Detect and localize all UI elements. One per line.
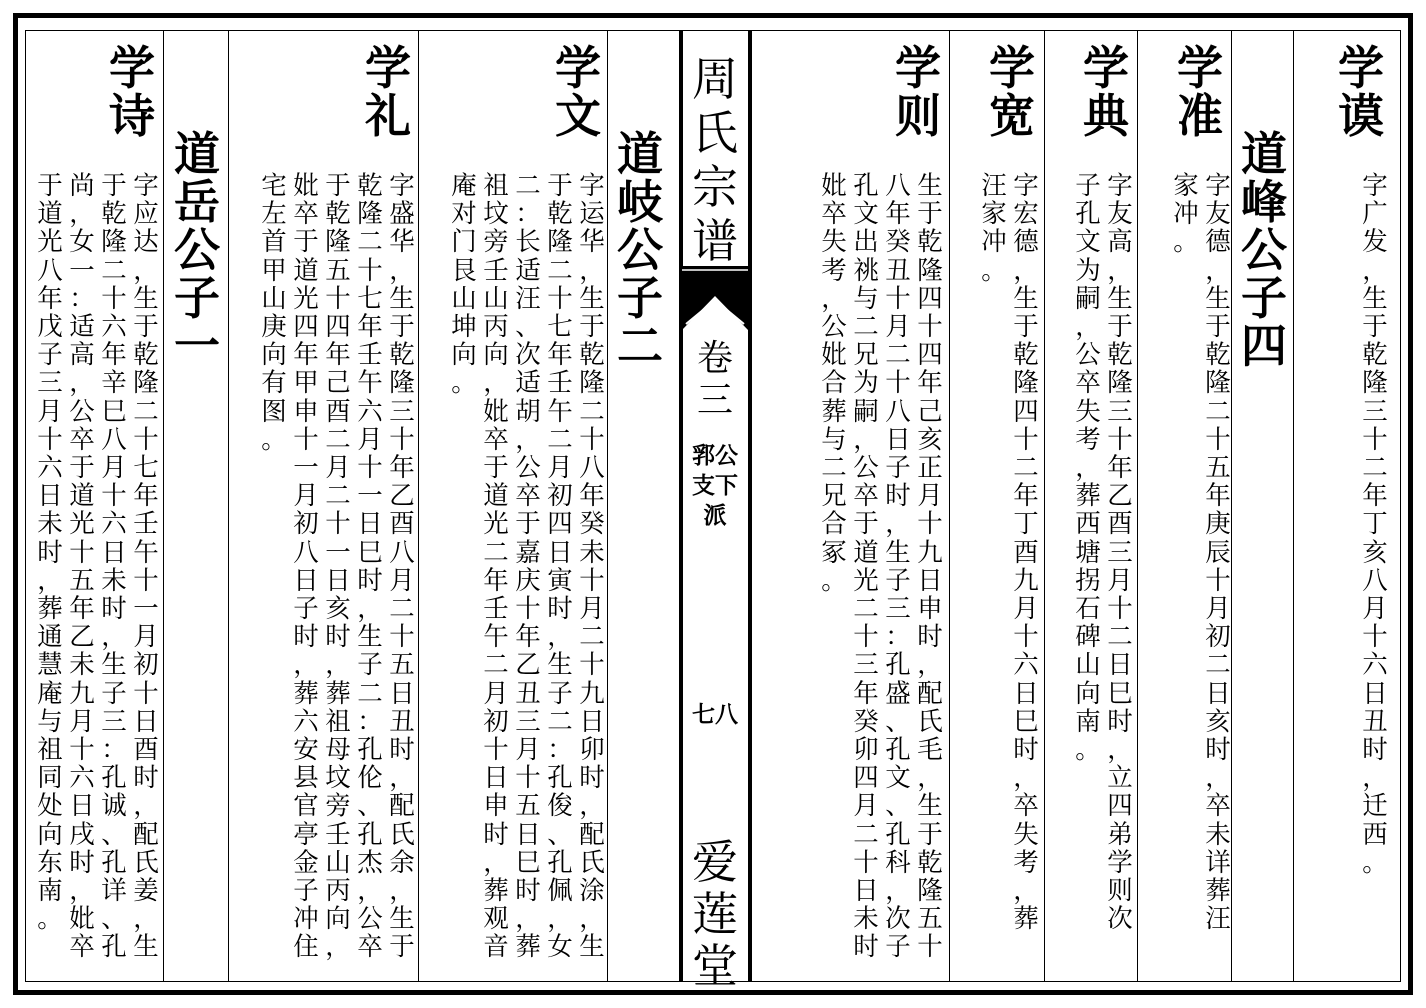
column-rule	[1137, 30, 1138, 982]
fishtail-ornament	[682, 266, 748, 330]
entry-name	[1336, 41, 1386, 143]
hall-name: 爱莲堂	[692, 835, 738, 993]
column-rule	[1293, 30, 1294, 982]
entry-name	[550, 41, 606, 143]
section-heading	[1238, 127, 1290, 373]
entry-name	[104, 41, 160, 143]
entry-text: 字 运 华 ， 生 于 乾 隆 二 十 八 年 癸 未 十 月 二 十 九 日 卯 时 ， 配 氏 涂 ， 生 于 乾 隆 二 十 七 年 壬 午 二 月 初 四 日 寅 时 ， 生 子 二 ： 孔 俊 、 孔 佩 ， 女 二 ： 长 适 汪 、 次 适 胡 ， 公 卒 于 嘉 庆 十 年 乙 丑 三 月 十 五 日 巳 时 ， 葬 祖 坟 旁 壬 山 丙 向 ， 妣 卒 于 道 光 二 年 壬 午 二 月 初 十 日 申 时 ， 葬 观 音 庵 对 门 艮 山 坤 向 。	[451, 171, 605, 963]
volume-label: 卷三	[696, 338, 733, 421]
entry-name	[1172, 41, 1228, 143]
text-column-group: 字 广 发 ， 生 于 乾 隆 三 十 二 年 丁 亥 八 月 十 六 日 丑 时 ， 迁 西 。	[1362, 171, 1388, 878]
text-column-group: 字 友 高 ， 生 于 乾 隆 三 十 年 乙 酉 三 月 十 二 日 巳 时 ， 立 四 弟 学 则 次 子 孔 文 为 嗣 ， 公 卒 失 考 ， 葬 西 塘 拐 石 碑 山 向 南 。	[1075, 171, 1133, 935]
column-rule	[1044, 30, 1045, 982]
book-title: 周氏宗谱	[692, 52, 738, 268]
entry-text	[1358, 172, 1392, 877]
entry-text	[1072, 172, 1136, 933]
page-number: 七八	[692, 701, 738, 728]
entry-text: 字 盛 华 ， 生 于 乾 隆 三 十 年 乙 酉 八 月 二 十 五 日 丑 时 ， 配 氏 余 ， 生 于 乾 隆 二 十 七 年 壬 午 六 月 十 一 日 巳 时 ， 生 子 二 ： 孔 伦 、 孔 杰 ， 公 卒 于 乾 隆 五 十 四 年 己 酉 二 月 二 十 一 日 亥 时 ， 葬 祖 母 坟 旁 壬 山 丙 向 ， 妣 卒 于 道 光 四 年 甲 申 十 一 月 初 八 日 子 时 ， 葬 六 安 县 官 亭 金 子 冲 住 宅 左 首 甲 山 庚 向 有 图 。	[261, 171, 415, 963]
entry-name	[984, 41, 1040, 143]
column-rule	[949, 30, 950, 982]
entry-text: 生 于 乾 隆 四 十 四 年 己 亥 正 月 十 九 日 申 时 ， 配 氏 毛 ， 生 于 乾 隆 五 十 八 年 癸 丑 十 月 二 十 八 日 子 时 ， 生 子 三 ： 孔 盛 、 孔 文 、 孔 科 ， 次 子 孔 文 出 祧 与 二 兄 为 嗣 ， 公 卒 于 道 光 二 十 三 年 癸 卯 四 月 二 十 日 未 时 妣 卒 失 考 ， 公 妣 合 葬 与 二 兄 合 冢 。	[821, 171, 943, 963]
text-column-group: 道 岐 公 子 二	[617, 127, 663, 373]
text-column-group: 学 准	[1177, 41, 1223, 143]
entry-text: 字 应 达 ， 生 于 乾 隆 二 十 七 年 壬 午 十 一 月 初 十 日 酉 时 ， 配 氏 姜 ， 生 于 乾 隆 二 十 六 年 辛 巳 八 月 十 六 日 未 时 ， 生 子 三 ： 孔 诚 、 孔 详 、 孔 尚 ， 女 一 ： 适 高 ， 公 卒 于 道 光 十 五 年 乙 未 九 月 十 六 日 戌 时 ， 妣 卒 于 道 光 八 年 戊 子 三 月 十 六 日 未 时 ， 葬 通 慧 庵 与 祖 同 处 向 东 南 。	[37, 171, 159, 963]
entry-name	[1078, 41, 1134, 143]
text-column-group: 学 诗	[109, 41, 155, 143]
section-heading	[171, 127, 223, 373]
text-column-group: 学 文	[555, 41, 601, 143]
text-column-group: 学 则	[895, 41, 941, 143]
entry-name	[360, 41, 416, 143]
entry-text	[978, 172, 1042, 933]
column-rule	[163, 30, 164, 982]
center-fold-rule-right	[748, 30, 752, 982]
text-column-group: 道 峰 公 子 四	[1241, 127, 1287, 373]
column-rule	[228, 30, 229, 982]
text-column-group: 学 礼	[365, 41, 411, 143]
text-column-group: 字 友 德 ， 生 于 乾 隆 二 十 五 年 庚 辰 十 月 初 二 日 亥 时 ， 卒 未 详 葬 汪 家 冲 。	[1173, 171, 1231, 935]
text-column-group: 道 岳 公 子 一	[174, 127, 220, 373]
text-column-group: 字 宏 德 ， 生 于 乾 隆 四 十 二 年 丁 酉 九 月 十 六 日 巳 时 ， 卒 失 考 ， 葬 汪 家 冲 。	[981, 171, 1039, 935]
entry-name	[890, 41, 946, 143]
text-column-group: 学 谟	[1338, 41, 1384, 143]
entry-text	[1170, 172, 1234, 933]
branch-label: 郛公支下派	[692, 442, 738, 529]
column-rule	[418, 30, 419, 982]
text-column-group: 学 宽	[989, 41, 1035, 143]
text-column-group: 学 典	[1083, 41, 1129, 143]
section-heading	[614, 127, 666, 373]
